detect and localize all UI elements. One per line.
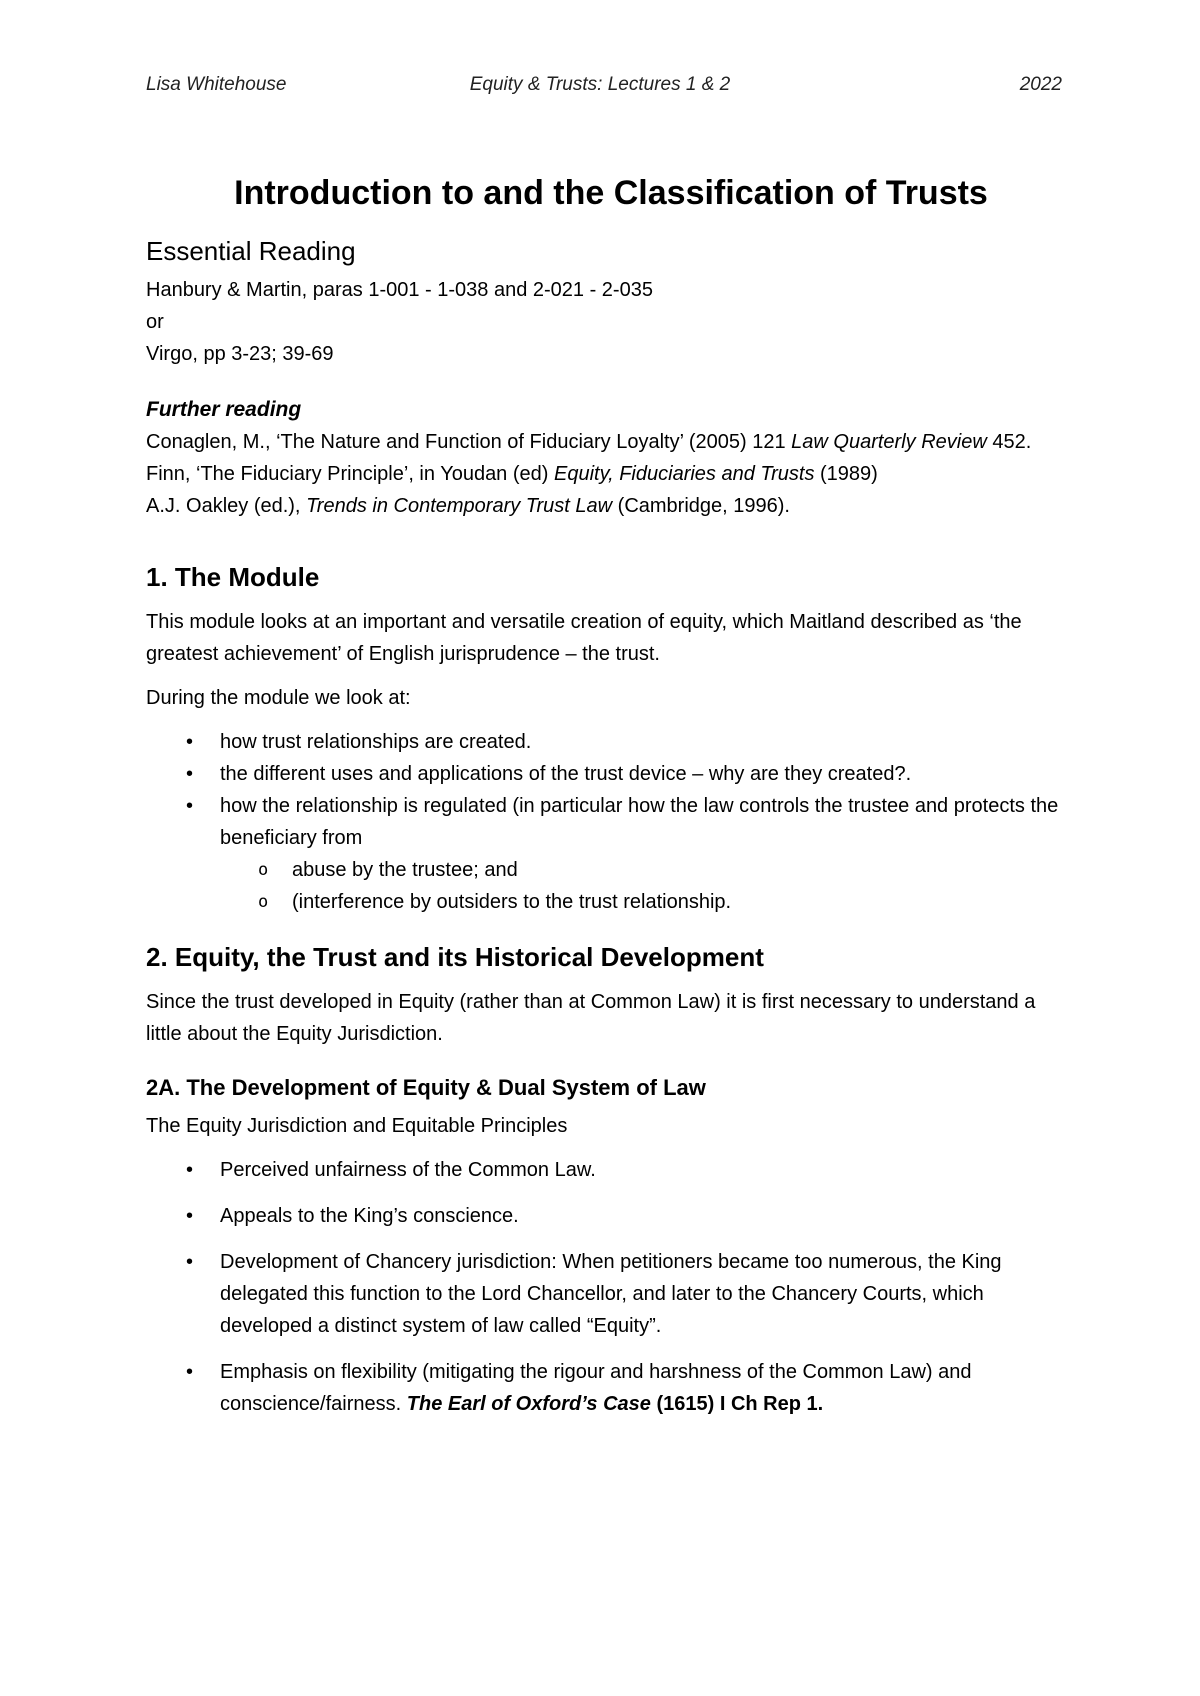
sub-list-item: o abuse by the trustee; and bbox=[220, 854, 1076, 886]
document-body bbox=[146, 172, 1076, 1434]
section-2a-paragraph: The Equity Jurisdiction and Equitable Principles bbox=[146, 1115, 568, 1137]
header-course: Equity & Trusts: Lectures 1 & 2 bbox=[469, 74, 731, 95]
header-author: Lisa Whitehouse bbox=[146, 74, 287, 95]
further-reading-ref-2: Finn, ‘The Fiduciary Principle’, in Youdan (ed) Equity, Fiduciaries and Trusts (1989) bbox=[146, 463, 878, 485]
list-item: • how the relationship is regulated (in particular how the law controls the trustee and protects the beneficiary from o abuse by the trustee; and o (interference by outsiders to the trust relationship. bbox=[146, 790, 1076, 918]
further-reading-ref-1: Conaglen, M., ‘The Nature and Function of Fiduciary Loyalty’ (2005) 121 Law Quarterly Review 452. bbox=[146, 431, 1032, 453]
list-item: • Appeals to the King’s conscience. bbox=[146, 1200, 1076, 1232]
list-item: • Emphasis on flexibility (mitigating the rigour and harshness of the Common Law) and conscience/fairness. The Earl of Oxford’s Case (1615) I Ch Rep 1. bbox=[146, 1356, 1076, 1420]
essential-reading-heading: Essential Reading bbox=[146, 236, 356, 266]
list-item: • the different uses and applications of the trust device – why are they created?. bbox=[146, 758, 1076, 790]
section-2a-bullet-list bbox=[146, 1154, 1076, 1420]
header-year: 2022 bbox=[1019, 74, 1062, 95]
section-2-heading: 2. Equity, the Trust and its Historical Development bbox=[146, 942, 764, 972]
further-reading-ref-3: A.J. Oakley (ed.), Trends in Contemporary Trust Law (Cambridge, 1996). bbox=[146, 495, 790, 517]
essential-reading-line-2: Virgo, pp 3-23; 39-69 bbox=[146, 343, 334, 365]
section-2-paragraph-1: Since the trust developed in Equity (rather than at Common Law) it is first necessary to understand a little about the Equity Jurisdiction. bbox=[146, 991, 1036, 1045]
list-item: • Development of Chancery jurisdiction: When petitioners became too numerous, the King delegated this function to the Lord Chancellor, and later to the Chancery Courts, which developed a distinct system of law called “Equity”. bbox=[146, 1246, 1076, 1342]
section-1-heading: 1. The Module bbox=[146, 562, 320, 592]
further-reading-heading: Further reading bbox=[146, 398, 302, 421]
essential-reading-or: or bbox=[146, 311, 164, 333]
section-1-sub-list bbox=[220, 854, 1076, 918]
section-2a-heading: 2A. The Development of Equity & Dual System of Law bbox=[146, 1075, 706, 1100]
essential-reading-line-1: Hanbury & Martin, paras 1-001 - 1-038 and 2-021 - 2-035 bbox=[146, 279, 653, 301]
section-1-paragraph-1: This module looks at an important and versatile creation of equity, which Maitland described as ‘the greatest achievement’ of English jurisprudence – the trust. bbox=[146, 611, 1022, 665]
section-1-paragraph-2: During the module we look at: bbox=[146, 687, 411, 709]
list-item: • Perceived unfairness of the Common Law. bbox=[146, 1154, 1076, 1186]
list-item: • how trust relationships are created. bbox=[146, 726, 1076, 758]
sub-list-item: o (interference by outsiders to the trust relationship. bbox=[220, 886, 1076, 918]
document-title: Introduction to and the Classification of Trusts bbox=[234, 174, 988, 212]
section-1-bullet-list bbox=[146, 726, 1076, 918]
